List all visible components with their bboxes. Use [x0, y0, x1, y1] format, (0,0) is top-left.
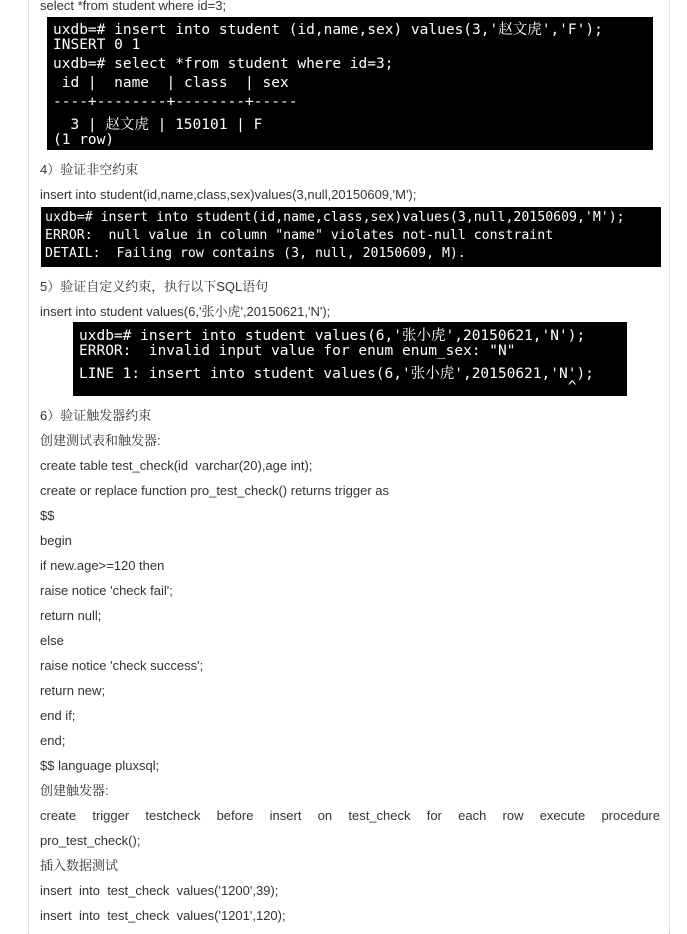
terminal-block-3: [73, 322, 627, 396]
body-line: begin: [40, 533, 72, 548]
terminal-line: 3 | 赵文虎 | 150101 | F: [53, 117, 263, 133]
body-line: end;: [40, 733, 66, 748]
body-line: insert into test_check values('1200',39);: [40, 883, 279, 898]
terminal-block-1: [47, 17, 653, 150]
body-line-justified: create trigger testcheck before insert on test_check for each row execute procedure: [40, 808, 660, 823]
terminal-line: uxdb=# insert into student (id,name,sex) values(3,'赵文虎','F');: [53, 22, 603, 38]
terminal-line: ----+--------+--------+-----: [53, 94, 298, 110]
body-line: 插入数据测试: [40, 858, 119, 873]
section-6-heading: 6）验证触发器约束: [40, 408, 152, 423]
terminal-line: INSERT 0 1: [53, 37, 141, 53]
body-line: insert into test_check values('1201',120);: [40, 908, 286, 923]
body-line: return null;: [40, 608, 102, 623]
body-line: pro_test_check();: [40, 833, 141, 848]
body-line: return new;: [40, 683, 106, 698]
body-line: else: [40, 633, 64, 648]
terminal-line: LINE 1: insert into student values(6,'张小虎',20150621,'N');: [79, 366, 594, 382]
sql-select-line: select *from student where id=3;: [40, 0, 227, 13]
terminal-block-2: [41, 207, 661, 267]
body-line: if new.age>=120 then: [40, 558, 165, 573]
terminal-line: (1 row): [53, 132, 115, 148]
body-line: create or replace function pro_test_check() returns trigger as: [40, 483, 390, 498]
body-line: $$ language pluxsql;: [40, 758, 160, 773]
terminal-caret-line: ^: [79, 379, 577, 395]
terminal-line: id | name | class | sex: [53, 75, 289, 91]
section-5-sql: insert into student values(6,'张小虎',20150621,'N');: [40, 304, 331, 319]
terminal-line: ERROR: invalid input value for enum enum_sex: "N": [79, 343, 516, 359]
terminal-line: uxdb=# insert into student values(6,'张小虎',20150621,'N');: [79, 328, 586, 344]
terminal-line: DETAIL: Failing row contains (3, null, 20150609, M).: [45, 246, 466, 261]
section-4-sql: insert into student(id,name,class,sex)values(3,null,20150609,'M');: [40, 187, 417, 202]
terminal-line: ERROR: null value in column "name" violates not-null constraint: [45, 228, 554, 243]
terminal-line: uxdb=# insert into student(id,name,class,sex)values(3,null,20150609,'M');: [45, 210, 625, 225]
terminal-line: uxdb=# select *from student where id=3;: [53, 56, 394, 72]
section-5-heading: 5）验证自定义约束，执行以下SQL语句: [40, 279, 269, 294]
section-4-heading: 4）验证非空约束: [40, 162, 139, 177]
body-line: $$: [40, 508, 55, 523]
body-line: 创建测试表和触发器:: [40, 433, 161, 448]
body-line: raise notice 'check success';: [40, 658, 204, 673]
body-line: raise notice 'check fail';: [40, 583, 173, 598]
body-line: create table test_check(id varchar(20),age int);: [40, 458, 313, 473]
body-line: 创建触发器:: [40, 783, 109, 798]
body-line: end if;: [40, 708, 76, 723]
